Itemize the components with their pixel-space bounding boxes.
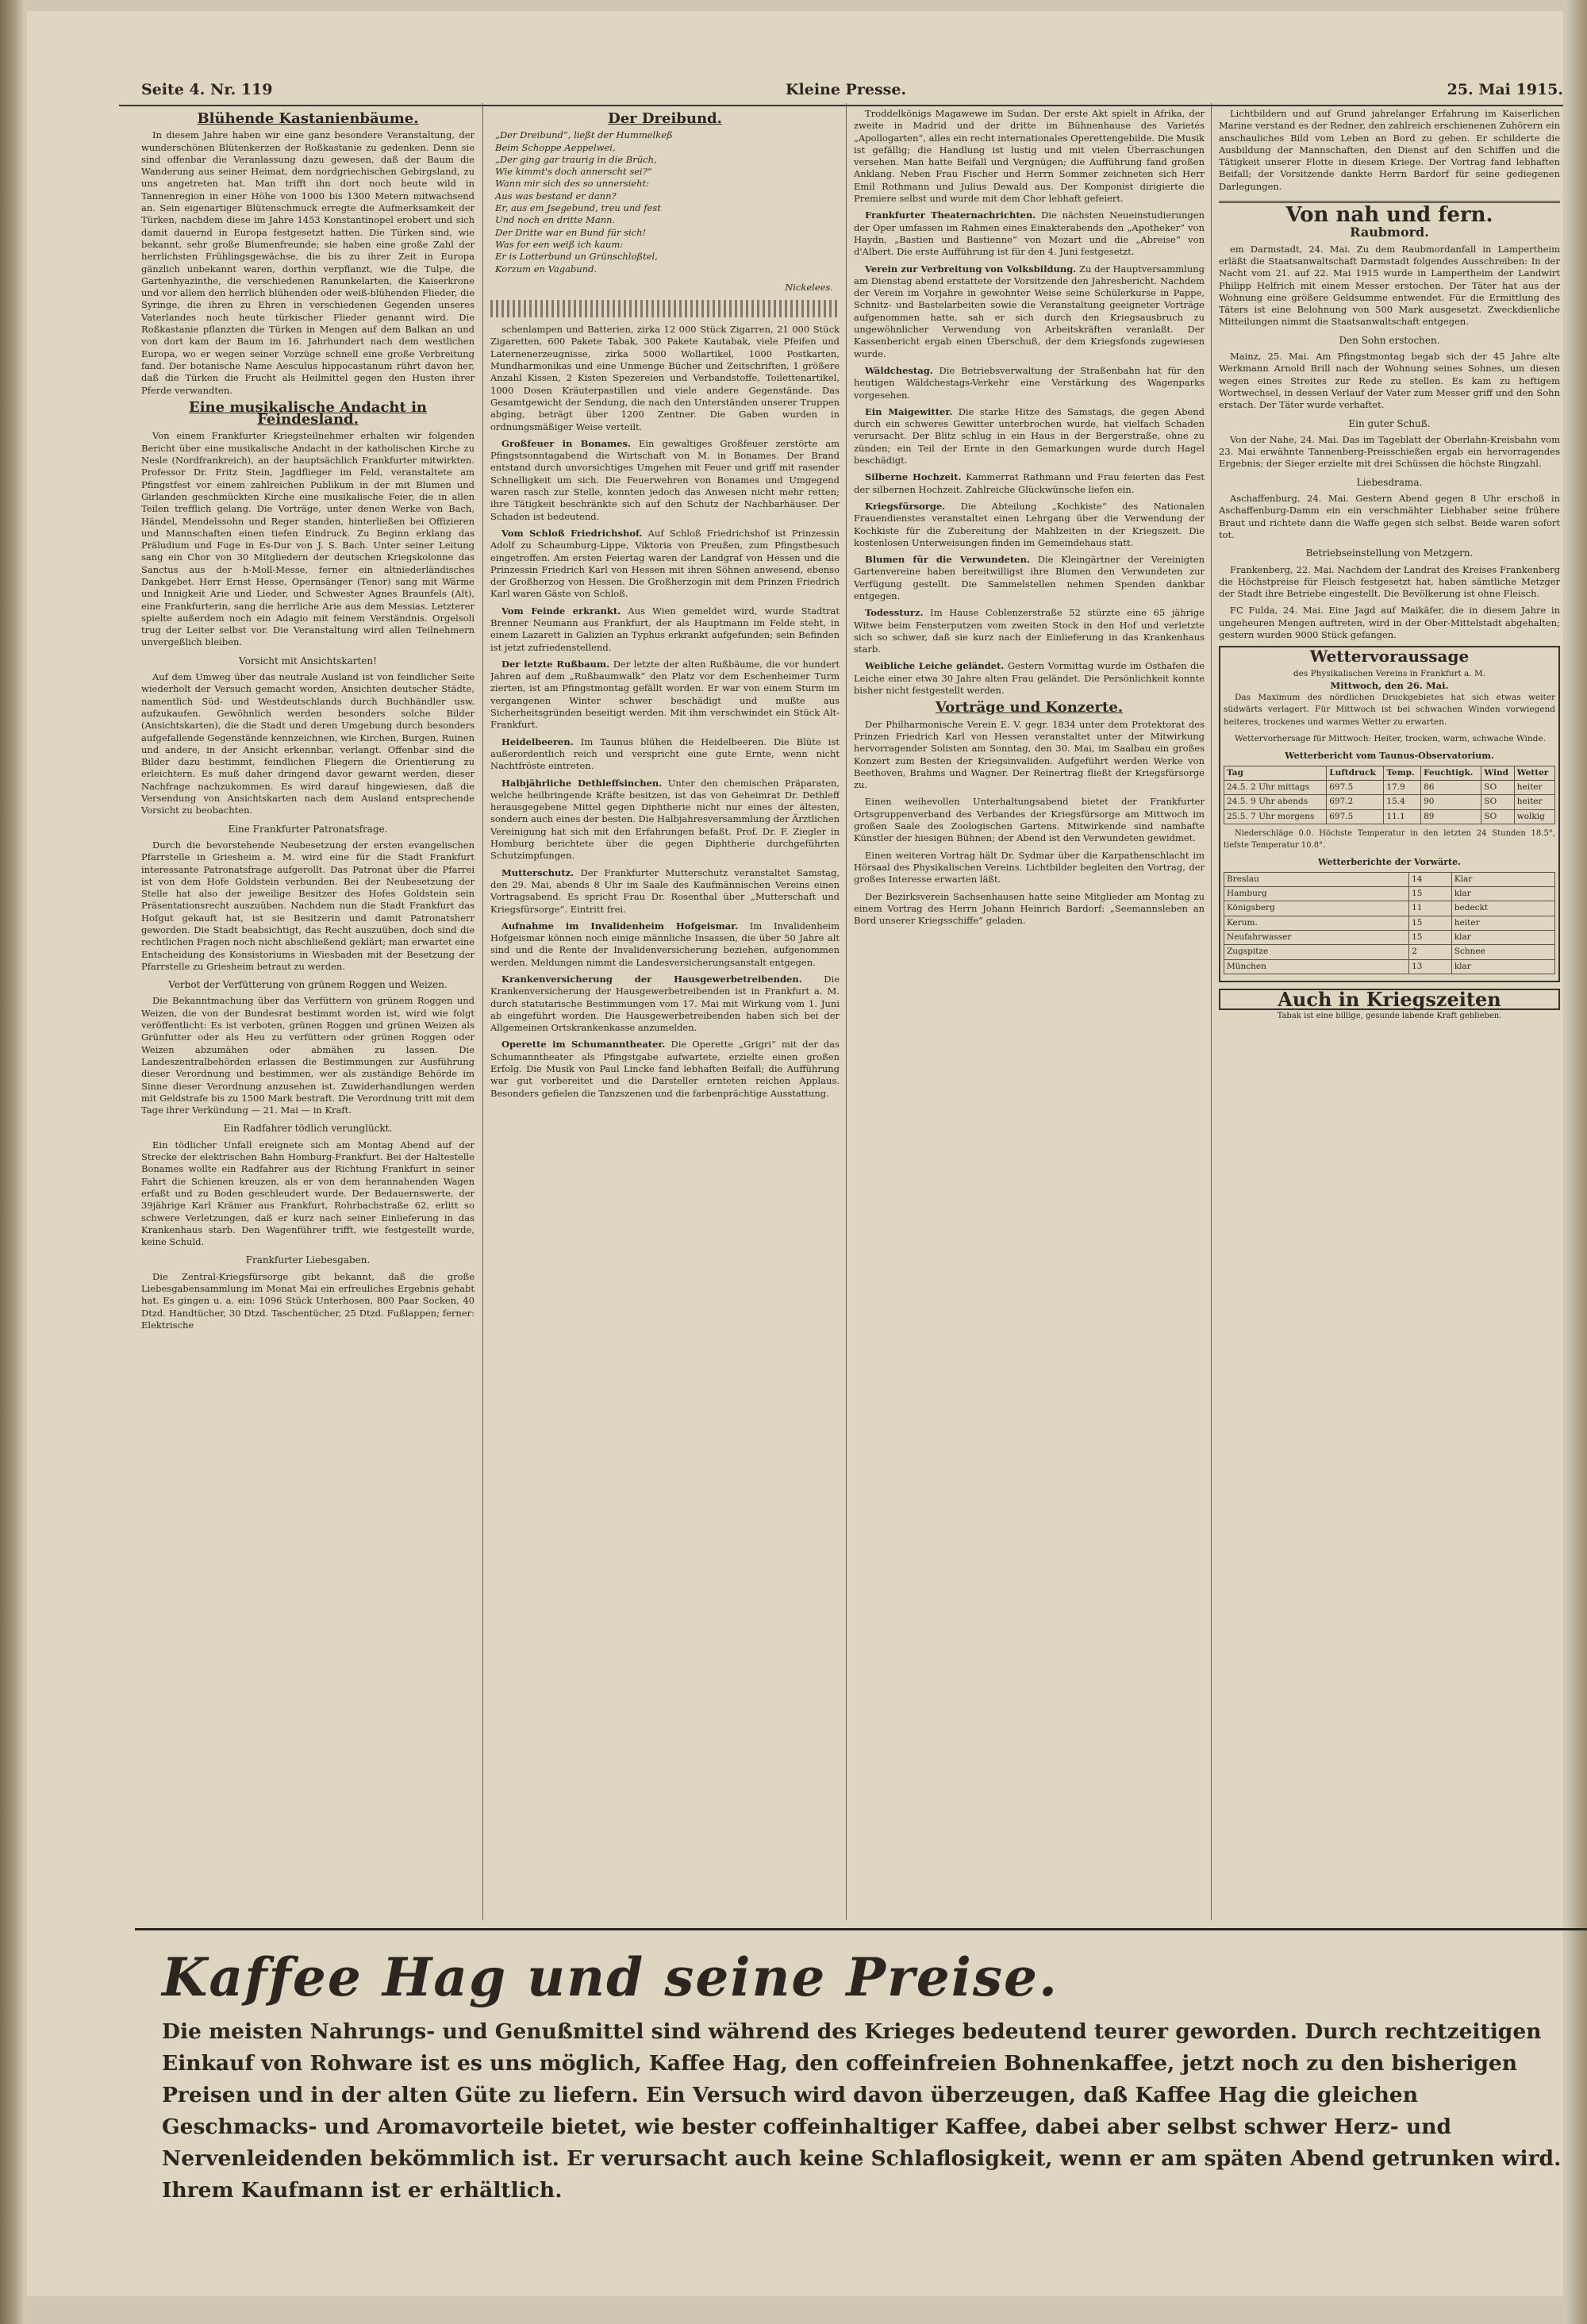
article-lead: Aufnahme im Invalidenheim Hofgeismar. <box>501 920 739 932</box>
poem-line: Beim Schoppe Aeppelwei, <box>495 141 616 153</box>
table-cell: 17.9 <box>1384 780 1421 794</box>
article-lead: Kriegsfürsorge. <box>865 500 946 512</box>
weather-table <box>1224 766 1555 824</box>
ad-body: Die meisten Nahrungs- und Genußmittel sind während des Krieges bedeutend teurer geworden. Durch rechtzeitigen Einkauf von Rohware ist es uns möglich, Kaffee Hag, den coffeinfreien Bohnenkaffee, jetzt noch zu den bisherigen Preisen und in der alten Güte zu liefern. Ein Versuch wird davon überzeugen, daß Kaffee Hag die gleichen Geschmacks- und Aromavorteile bietet, wie bester coffeinhaltiger Kaffee, dabei aber selbst schwer Herz- und Nervenleidenden bekömmlich ist. Er verursacht auch keine Schlaflosigkeit, wenn er am späten Abend getrunken wird. Ihrem Kaufmann ist er erhältlich. <box>162 2019 1562 2203</box>
table-header: Wind <box>1481 766 1514 780</box>
table-cell: wolkig <box>1514 809 1554 824</box>
article-text: Troddelkönigs Magawewe im Sudan. Der erste Akt spielt in Afrika, der zweite in Madrid und der dritte im Bühnenhause des Varietés „Apollogarten“, alles ein recht internationales Operettengebilde. Die Musik ist gefällig; die Handlung ist lustig und mit vielen Überraschungen versehen. Man hatte Beifall und Vergnügen; die Aufführung fand großen Anklang. Neben Frau Fischer und Herrn Sommer zeichneten sich Herr Emil Rothmann und Julius Dewald aus. Der Komponist dirigierte die Premiere selbst und wurde mit dem Chor lebhaft gefeiert. <box>854 108 1205 205</box>
article-text: schenlampen und Batterien, zirka 12 000 Stück Zigarren, 21 000 Stück Zigaretten, 600 Pakete Tabak, 300 Pakete Kautabak, viele Pfeifen und Laternenerzeugnisse, zirka 5000 Wollartikel, 1000 Postkarten, Mundharmonikas und eine Unmenge Bücher und Zeitschriften, 1 größere Anzahl Kissen, 2 Kisten Spezereien und Verbandstoffe, Toilettenartikel, 1000 Dosen Kräuterpastillen und viele andere Gegenstände. Das Gesamtgewicht der Sendung, die nach den Unterständen unserer Truppen abging, beträgt über 1200 Zentner. Die Gaben wurden in ordnungsmäßiger Weise verteilt. <box>490 324 840 432</box>
article-text: Einen weiteren Vortrag hält Dr. Sydmar über die Karpathenschlacht im Hörsaal des Physikalischen Vereins. Lichtbilder begleiten den Vortrag, der großes Interesse erwarten läßt. <box>854 849 1205 885</box>
cities-table <box>1224 872 1555 974</box>
article-text: Aus Wien gemeldet wird, wurde Stadtrat Brenner Neumann aus Frankfurt, der als Hauptmann im Felde steht, in einem Lazarett in Galizien an Typhus erkrankt aufgefunden; sein Befinden ist jetzt zufriedenstellend. <box>490 605 840 653</box>
article-heading: Verbot der Verfütterung von grünem Roggen und Weizen. <box>168 979 448 991</box>
table-cell: 11.1 <box>1384 809 1421 824</box>
article-text: Einen weihevollen Unterhaltungsabend bietet der Frankfurter Ortsgruppenverband des Verbandes der Kriegsfürsorge am Mittwoch im großen Saale des Zoologischen Gartens. Mitwirkende sind namhafte Künstler der hiesigen Bühnen; der Abend ist den Verwundeten gewidmet. <box>854 796 1205 844</box>
table-header-row <box>1224 766 1555 780</box>
table-cell: heiter <box>1514 795 1554 809</box>
article-lead: Vom Schloß Friedrichshof. <box>501 527 643 539</box>
article-text: Frankenberg, 22. Mai. Nachdem der Landrat des Kreises Frankenberg die Höchstpreise für Fleisch festgesetzt hat, haben sämtliche Metzger der Stadt ihre Betriebe eingestellt. Die Bevölkerung ist ohne Fleisch. <box>1219 563 1560 600</box>
column-1 <box>141 108 475 1920</box>
poem-line: Wie kimmt's doch annerscht sei?“ <box>495 166 652 178</box>
table-cell: 2 <box>1409 945 1452 959</box>
page-number: Seite 4. Nr. 119 <box>141 81 273 98</box>
article-heading: Frankfurter Liebesgaben. <box>245 1254 371 1266</box>
article-lead: Großfeuer in Bonames. <box>501 437 631 449</box>
table-cell: 15.4 <box>1384 795 1421 809</box>
table-cell: Hamburg <box>1224 887 1409 901</box>
table-cell: Königsberg <box>1224 901 1409 916</box>
article-lead: Krankenversicherung der Hausgewerbetreibenden. <box>501 974 802 985</box>
table-cell: 24.5. 2 Uhr mittags <box>1224 780 1327 794</box>
article-lead: Vom Feinde erkrankt. <box>501 605 621 617</box>
article-heading: Eine musikalische Andacht in Feindesland. <box>188 398 428 428</box>
table-cell: 14 <box>1409 872 1452 886</box>
article-heading: Raubmord. <box>1350 225 1429 240</box>
table-cell: Breslau <box>1224 872 1409 886</box>
ad-headline: Kaffee Hag und seine Preise. <box>162 1946 1059 2008</box>
poem-signature: Nickelees. <box>785 281 833 293</box>
article-text: Im Hause Coblenzerstraße 52 stürzte eine 65 jährige Witwe beim Fensterputzen vom zweiten Stock in den Hof und verletzte sich so schwer, daß sie kurz nach der Einlieferung in das Krankenhaus starb. <box>854 607 1205 655</box>
article-text: Zu der Hauptversammlung am Dienstag abend erstattete der Vorsitzende den Jahresbericht. Nachdem der Verein im Vorjahre in gewohnter Weise seine Schülerkurse in Pappe, Schnitz- und Bastelarbeiten sowie die Veranstaltung geeigneter Vorträge aufgenommen hatte, sah er sich durch den Kriegsausbruch zu ungewöhnlicher Verwendung von Arbeitskräften veranlaßt. Der Kassenbericht ergab einen Überschuß, der dem Kriegsfonds zugewiesen wurde. <box>854 263 1205 359</box>
tobacco-ad-text: Tabak ist eine billige, gesunde labende Kraft geblieben. <box>1277 1012 1502 1021</box>
article-text: Von der Nahe, 24. Mai. Das im Tageblatt der Oberlahn-Kreisbahn vom 23. Mai erwähnte Tannenberg-Preisschießen ergab ein hervorragendes Ergebnis; der Sieger erzielte mit drei Schüssen die höchste Ringzahl. <box>1219 433 1560 470</box>
section-heading: Von nah und fern. <box>1219 201 1560 221</box>
article-text: Ein tödlicher Unfall ereignete sich am Montag Abend auf der Strecke der elektrischen Bahn Homburg-Frankfurt. Bei der Haltestelle Bonames wollte ein Radfahrer aus der Richtung Frankfurt in seiner Fahrt die Schienen kreuzen, als er von dem herannahenden Wagen erfaßt und zu Boden geschleudert wurde. Der Bedauernswerte, der 39jährige Karl Krämer aus Frankfurt, Rohrbachstraße 62, erlitt so schwere Verletzungen, daß er kurz nach seiner Einlieferung in das Krankenhaus starb. Den Wagenführer trifft, wie festgestellt wurde, keine Schuld. <box>141 1139 475 1248</box>
table-header: Tag <box>1224 766 1327 780</box>
table-row <box>1224 901 1555 916</box>
table-header: Luftdruck <box>1327 766 1384 780</box>
weather-table-title: Wetterbericht vom Taunus-Observatorium. <box>1285 751 1494 762</box>
table-header: Temp. <box>1384 766 1421 780</box>
article-lead: Halbjährliche Dethleffsinchen. <box>501 777 663 789</box>
article-lead: Todessturz. <box>865 607 924 619</box>
table-cell: Zugspitze <box>1224 945 1409 959</box>
column-3 <box>854 108 1205 1920</box>
article-text: Auf Schloß Friedrichshof ist Prinzessin Adolf zu Schaumburg-Lippe, Viktoria von Preußen, zum Pfingstbesuch eingetroffen. Am ersten Feiertag waren der Landgraf von Hessen und die Prinzessin Friedrich Karl von Hessen mit ihren Söhnen anwesend, ebenso der Großherzog von Hessen. Die Großherzogin mit dem Prinzen Friedrich Karl waren Gäste von Schloß. <box>490 527 840 600</box>
article-text: Der letzte der alten Rußbäume, die vor hundert Jahren auf dem „Rußbaumwalk“ den Platz vor dem Eschenheimer Turm zierten, ist am Pfingstmontag gefällt worden. Er war von einem Sturm im vergangenen Winter schwer beschädigt und mußte aus Sicherheitsgründen beseitigt werden. Mit ihm verschwindet ein Stück Alt-Frankfurt. <box>490 658 840 731</box>
poem-line: Er is Lotterbund un Grünschloßtel, <box>495 251 658 263</box>
table-cell: heiter <box>1514 780 1554 794</box>
article-text: Lichtbildern und auf Grund jahrelanger Erfahrung im Kaiserlichen Marine verstand es der Redner, den zahlreich erschienenen Zuhörern ein anschauliches Bild vom Leben an Bord zu geben. Er schilderte die Ausbildung der Mannschaften, den Dienst auf den Schiffen und die Tätigkeit unserer Flotte in diesem Kriege. Der Vortrag fand lebhaften Beifall; der Vorsitzende dankte Herrn Bardorf für seine gediegenen Darlegungen. <box>1219 108 1560 192</box>
table-cell: 13 <box>1409 959 1452 974</box>
table-cell: heiter <box>1451 916 1554 930</box>
article-text: Die Operette „Grigri“ mit der das Schumanntheater als Pfingstgabe aufwartete, erzielte einen großen Erfolg. Die Musik von Paul Lincke fand lebhaften Beifall; die Aufführung war gut vorbereitet und die Darsteller ernteten reichen Applaus. Besonders gefielen die Tanzszenen und die farbenprächtige Ausstattung. <box>490 1039 840 1099</box>
poem-line: Was for een weiß ich kaum: <box>495 238 624 250</box>
weather-notes: Niederschläge 0.0. Höchste Temperatur in den letzten 24 Stunden 18.5°, tiefste Temperatur 10.8°. <box>1224 828 1555 851</box>
table-cell: 90 <box>1421 795 1481 809</box>
table-cell: 15 <box>1409 930 1452 944</box>
article-heading: Den Sohn erstochen. <box>1339 334 1440 346</box>
table-cell: 25.5. 7 Uhr morgens <box>1224 809 1327 824</box>
section-heading: Vorträge und Konzerte. <box>935 699 1124 716</box>
article-lead: Wäldchestag. <box>865 364 933 376</box>
poem-line: „Der ging gar traurig in die Brüch, <box>495 153 657 165</box>
article-lead: Blumen für die Verwundeten. <box>865 554 1030 566</box>
article-heading: Vorsicht mit Ansichtskarten! <box>239 655 377 666</box>
table-cell: Kerum. <box>1224 916 1409 930</box>
poem-line: Aus was bestand er dann? <box>495 190 617 202</box>
ornament-divider <box>490 300 840 317</box>
table-cell: SO <box>1481 795 1514 809</box>
article-lead: Heidelbeeren. <box>501 736 574 747</box>
table-row <box>1224 916 1555 930</box>
weather-forecast: Wettervorhersage für Mittwoch: Heiter, trocken, warm, schwache Winde. <box>1235 734 1546 744</box>
table-row <box>1224 780 1555 794</box>
table-cell: 697.2 <box>1327 795 1384 809</box>
article-lead: Der letzte Rußbaum. <box>501 658 610 670</box>
table-row <box>1224 945 1555 959</box>
article-text: Der Philharmonische Verein E. V. gegr. 1834 unter dem Protektorat des Prinzen Friedrich Karl von Hessen veranstaltet unter der Mitwirkung hervorragender Solisten am Sonntag, den 30. Mai, im Saalbau ein großes Konzert zum Besten der Kriegsinvaliden. Aufgeführt werden Werke von Beethoven, Brahms und Wagner. Der Reinertrag fließt der Kriegsfürsorge zu. <box>854 718 1205 791</box>
table-row <box>1224 809 1555 824</box>
table-cell: Neufahrwasser <box>1224 930 1409 944</box>
poem-title: Der Dreibund. <box>608 110 722 127</box>
kaffee-hag-advertisement <box>135 1928 1587 2203</box>
issue-date: 25. Mai 1915. <box>1447 81 1563 98</box>
column-2 <box>490 108 840 1920</box>
article-text: Der Bezirksverein Sachsenhausen hatte seine Mitglieder am Montag zu einem Vortrag des Herrn Johann Heinrich Bardorf: „Seemannsleben an Bord unserer Kriegsschiffe“ geladen. <box>854 890 1205 927</box>
table-cell: klar <box>1451 887 1554 901</box>
article-text: Die Zentral-Kriegsfürsorge gibt bekannt, daß die große Liebesgabensammlung im Monat Mai ein erfreuliches Ergebnis gehabt hat. Es gingen u. a. ein: 1096 Stück Unterhosen, 800 Paar Socken, 40 Dtzd. Handtücher, 30 Dtzd. Taschentücher, 25 Dtzd. Fußlappen; ferner: Elektrische <box>141 1270 475 1331</box>
page-header <box>119 78 1563 106</box>
table-cell: klar <box>1451 959 1554 974</box>
poem-line: Und noch en dritte Mann. <box>495 214 616 226</box>
table-cell: 15 <box>1409 887 1452 901</box>
poem-line: „Der Dreibund“, ließt der Hummelkeß <box>495 129 673 141</box>
article-text: Mainz, 25. Mai. Am Pfingstmontag begab sich der 45 Jahre alte Werkmann Arnold Brill nach der Wohnung seines Sohnes, um diesen wegen eines Streites zur Rede zu stellen. Es kam zu heftigem Wortwechsel, in dessen Verlauf der Vater zum Messer griff und den Sohn erstach. Der Täter wurde verhaftet. <box>1219 351 1560 411</box>
article-lead: Verein zur Verbreitung von Volksbildung. <box>865 263 1077 275</box>
table-cell: Schnee <box>1451 945 1554 959</box>
book-binding <box>0 0 24 2324</box>
article-text: Ein gewaltiges Großfeuer zerstörte am Pfingstsonntagabend die Wirtschaft von M. in Bonames. Der Brand entstand durch unvorsichtiges Umgehen mit Feuer und griff mit rasender Schnelligkeit um sich. Die Feuerwehren von Bonames und Umgegend waren rasch zur Stelle, konnten jedoch das Anwesen nicht mehr retten; ihre Tätigkeit beschränkte sich auf den Schutz der Nachbarhäuser. Der Schaden ist bedeutend. <box>490 437 840 522</box>
article-text: Im Invalidenheim Hofgeismar können noch einige männliche Insassen, die über 50 Jahre alt sind und die Rente der Invalidenversicherung beziehen, aufgenommen werden. Meldungen nimmt die Landesversicherungsanstalt entgegen. <box>490 920 840 968</box>
article-text: Durch die bevorstehende Neubesetzung der ersten evangelischen Pfarrstelle in Griesheim a. M. wird eine für die Stadt Frankfurt interessante Patronatsfrage aufgerollt. Das Patronat über die Pfarrei ist von dem Hofe Goldstein verbunden. Bei der Neubesetzung der Stelle hat also der jeweilige Besitzer des Hofes Goldstein sein Präsentationsrecht auszuüben. Nachdem nun die Stadt Frankfurt das Hofgut gekauft hat, ist sie Besitzerin und damit Patronatsherr geworden. Die Stadt beabsichtigt, das Recht auszuüben, doch sind die rechtlichen Fragen noch nicht abschließend geklärt; man erwartet eine Entscheidung des Konsistoriums in Wiesbaden mit der Besetzung der Pfarrstelle zu Griesheim betraut zu werden. <box>141 839 475 972</box>
poem-line: Korzum en Vagabund. <box>495 263 598 275</box>
poem-line: Er, aus em Jsegebund, treu und fest <box>495 202 661 214</box>
article-text: FC Fulda, 24. Mai. Eine Jagd auf Maikäfer, die in diesem Jahre in ungeheuren Mengen auftreten, wird in der Ober-Mittelstadt abgehalten; gestern wurden 9000 Stück gefangen. <box>1219 605 1560 640</box>
column-rule <box>482 103 483 1920</box>
table-cell: 15 <box>1409 916 1452 930</box>
article-text: Die Kleingärtner der Vereinigten Gartenvereine haben bereitwilligst ihre Blumen den Verwundeten zur Verfügung gestellt. Die Sammelstellen nehmen Spenden dankbar entgegen. <box>854 554 1205 601</box>
column-rule <box>1211 103 1212 1920</box>
table-cell: klar <box>1451 930 1554 944</box>
table-row <box>1224 872 1555 886</box>
article-text: Die Betriebsverwaltung der Straßenbahn hat für den heutigen Wäldchestags-Verkehr eine Verstärkung des Wagenparks vorgesehen. <box>854 364 1205 401</box>
article-text: em Darmstadt, 24. Mai. Zu dem Raubmordanfall in Lampertheim erläßt die Staatsanwaltschaft Darmstadt folgendes Ausschreiben: In der Nacht vom 21. auf 22. Mai 1915 wurde in Lampertheim der Landwirt Philipp Helfrich mit einem Messer erstochen. Der Täter hat aus der Wohnung eine größere Geldsumme entwendet. Für die Ermittlung des Täters ist eine Belohnung von 500 Mark ausgesetzt. Zweckdienliche Mitteilungen nimmt die Staatsanwaltschaft entgegen. <box>1219 243 1560 328</box>
article-text: Auf dem Umweg über das neutrale Ausland ist von feindlicher Seite wiederholt der Versuch gemacht worden, Ansichten deutscher Städte, namentlich Süd- und Westdeutschlands durch Buchhändler usw. aufzukaufen. Gewöhnlich werden besonders solche Bilder (Ansichtskarten), die die Stadt und deren Umgebung durch besonders aufgefallende Gegenstände kennzeichnen, wie Kirchen, Burgen, Ruinen und andere, in der Ansicht erkennbar, verlangt. Offenbar sind die Bilder dazu bestimmt, feindlichen Fliegern die Orientierung zu erleichtern. Es muß daher dringend davor gewarnt werden, dieser Nachfrage nachzukommen. Es wird darauf hingewiesen, daß die Versendung von Ansichtskarten nach dem Ausland entsprechende Vorsicht zu beobachten. <box>141 671 475 816</box>
article-heading: Liebesdrama. <box>1356 476 1423 488</box>
table-cell: 11 <box>1409 901 1452 916</box>
table-cell: München <box>1224 959 1409 974</box>
table-cell: 697.5 <box>1327 809 1384 824</box>
table-cell: SO <box>1481 809 1514 824</box>
weather-box <box>1219 646 1560 982</box>
column-4 <box>1219 108 1560 1920</box>
article-lead: Mutterschutz. <box>501 866 574 878</box>
weather-date: Mittwoch, den 26. Mai. <box>1330 679 1449 691</box>
article-text: Aschaffenburg, 24. Mai. Gestern Abend gegen 8 Uhr erschoß in Aschaffenburg-Damm ein ein verschmähter Liebhaber seine frühere Braut und richtete dann die Waffe gegen sich selbst. Beide waren sofort tot. <box>1219 493 1560 540</box>
article-lead: Ein Maigewitter. <box>865 405 953 417</box>
table-header: Feuchtigk. <box>1421 766 1481 780</box>
article-heading: Betriebseinstellung von Metzgern. <box>1305 547 1474 559</box>
article-lead: Weibliche Leiche geländet. <box>865 660 1005 672</box>
article-lead: Silberne Hochzeit. <box>865 471 962 483</box>
column-rule <box>846 103 847 1920</box>
table-header: Wetter <box>1514 766 1554 780</box>
article-text: Die Abteilung „Kochkiste“ des Nationalen Frauendienstes veranstaltet einen Lehrgang über die Verwendung der Kochkiste für die Zubereitung der Mahlzeiten in der Kriegszeit. Die kostenlosen Unterweisungen finden im Gemeindehaus statt. <box>854 500 1205 548</box>
weather-text: Das Maximum des nördlichen Druckgebietes hat sich etwas weiter südwärts verlagert. Für Mittwoch ist bei schwachen Winden vorwiegend heiteres, trockenes und warmes Wetter zu erwarten. <box>1224 693 1555 727</box>
article-text: Die starke Hitze des Samstags, die gegen Abend durch ein schweres Gewitter unterbrochen wurde, hat vielfach Schaden verursacht. Der Blitz schlug in ein Haus in der Bergerstraße, ohne zu zünden; ein Teil der Ernte in den Gemarkungen wurde durch Hagel beschädigt. <box>854 405 1205 467</box>
article-text: Gestern Vormittag wurde im Osthafen die Leiche einer etwa 30 Jahre alten Frau geländet. Die Persönlichkeit konnte bisher nicht festgestellt werden. <box>854 660 1205 697</box>
poem-line: Der Dritte war en Bund für sich! <box>495 226 647 238</box>
poem-line: Wann mir sich des so unnersieht: <box>495 178 649 190</box>
article-text: In diesem Jahre haben wir eine ganz besondere Veranstaltung, der wunderschönen Blütenkerzen der Roßkastanie zu gedenken. Denn sie sind offenbar die Veranlassung dazu gewesen, daß der Baum die Wanderung aus seiner Heimat, dem nordgriechischen Gebirgsland, zu uns angetreten hat. Man trifft ihn dort noch heute wild in Tannenregion in einer Höhe von 1000 bis 1300 Metern mitwachsend an. Sein eigenartiger Blütenschmuck erregte die Aufmerksamkeit der Türken, nachdem diese im Jahre 1453 Konstantinopel erobert und sich damit dauernd in Europa festgesetzt hatten. Die Türken sind, wie bekannt, sehr große Blumenfreunde; sie haben eine große Zahl der herrlichsten Frühlingsgewächse, die bis zu ihrer Zeit in Europa gänzlich unbekannt waren, dorthin verpflanzt, wie die Tulpe, die Gartenhyazinthe, die verschiedenen Ranunkelarten, die Kaiserkrone und vor allem den herrlich blühenden oder weiß-blühenden Flieder, die Syringe, die ihren zu Ehren in verschiedenen Gegenden unseres Vaterlandes noch heute türkischer Flieder genannt wird. Die Roßkastanie pflanzten die Türken in Mengen auf dem Balkan an und von dort kam der Baum im 16. Jahrhundert nach dem westlichen Europa, wo er wegen seiner Vorzüge schnell eine große Verbreitung fand. Der botanische Name Aesculus hippocastanum rührt davon her, daß die Türken die Frucht als Heilmittel gegen den Husten ihrer Pferde verwandten. <box>141 129 475 396</box>
article-lead: Frankfurter Theaternachrichten. <box>865 209 1036 221</box>
article-heading: Eine Frankfurter Patronatsfrage. <box>228 823 388 835</box>
table-row <box>1224 930 1555 944</box>
table-row <box>1224 959 1555 974</box>
tobacco-ad-title: Auch in Kriegszeiten <box>1219 989 1560 1010</box>
table-cell: SO <box>1481 780 1514 794</box>
table-cell: bedeckt <box>1451 901 1554 916</box>
article-text: Der Frankfurter Mutterschutz veranstaltet Samstag, den 29. Mai, abends 8 Uhr im Saale des Kaufmännischen Vereins einen Vortragsabend. Es spricht Frau Dr. Rosenthal über „Mutterschaft und Kriegsfürsorge“. Eintritt frei. <box>490 866 840 915</box>
cities-title: Wetterberichte der Vorwärte. <box>1318 857 1461 868</box>
article-text: Von einem Frankfurter Kriegsteilnehmer erhalten wir folgenden Bericht über eine musikalische Andacht in der katholischen Kirche zu Nesle (Nordfrankreich), an der hauptsächlich Frankfurter mitwirkten. Professor Dr. Fritz Stein, Jagdflieger im Feld, veranstaltete am Pfingstfest vor einem zahlreichen Publikum in der mit Blumen und Girlanden geschmückten Kirche eine musikalische Feier, die in allen Teilen trefflich gelang. Die Vorträge, unter denen Werke von Bach, Händel, Mendelssohn und Reger standen, hinterließen bei Offizieren und Mannschaften einen tiefen Eindruck. Zu Beginn erklang das Präludium und Fuge in Es-Dur von J. S. Bach. Unter seiner Leitung sang ein Chor von 30 Mitgliedern der deutschen Kriegskolonne das Sanctus aus der h-Moll-Messe, ferner ein altniederländisches Dankgebet. Herr Ernst Hesse, Opernsänger (Tenor) sang mit Wärme und Innigkeit Arie und Lieder, und Schwester Agnes Braunfels (Alt), eine Frankfurterin, sang die herrliche Arie aus dem Messias. Letzterer spielte außerdem noch ein Adagio mit feinem Verständnis. Orgelsoli trug der Leiter selbst vor. Die Veranstaltung wird allen Teilnehmern unvergeßlich bleiben. <box>141 430 475 648</box>
article-heading: Ein guter Schuß. <box>1348 417 1431 429</box>
article-text: Die Bekanntmachung über das Verfüttern von grünem Roggen und Weizen, die von der Bundesrat bestimmt worden ist, wird wie folgt veröffentlicht: Es ist verboten, grünen Roggen und grünen Weizen als Grünfutter oder als Heu zu verfüttern oder grünen Roggen oder Weizen abzumähen oder abmähen zu lassen. Die Landeszentralbehörden erlassen die Bestimmungen zur Ausführung dieser Verordnung und bestimmen, wer als zuständige Behörde im Sinne dieser Verordnung anzusehen ist. Zuwiderhandlungen werden mit Geldstrafe bis zu 1500 Mark bestraft. Die Verordnung tritt mit dem Tage ihrer Verkündung — 21. Mai — in Kraft. <box>141 995 475 1116</box>
article-text: Kammerrat Rathmann und Frau feierten das Fest der silbernen Hochzeit. Zahlreiche Glückwünsche liefen ein. <box>854 471 1205 495</box>
article-text: Die nächsten Neueinstudierungen der Oper umfassen im Rahmen eines Einakterabends den „Apotheker“ von Haydn, „Bastien und Bastienne“ von Mozart und die „Abreise“ von d'Albert. Die erste Aufführung ist für den 4. Juni festgesetzt. <box>854 209 1205 258</box>
table-row <box>1224 887 1555 901</box>
weather-title: Wettervoraussage <box>1309 647 1470 666</box>
article-text: Im Taunus blühen die Heidelbeeren. Die Blüte ist außerordentlich reich und verspricht eine gute Ernte, wenn nicht Nachtfröste eintreten. <box>490 736 840 772</box>
article-text: Unter den chemischen Präparaten, welche heilbringende Kräfte besitzen, ist das von Geheimrat Dr. Dethleff herausgegebene Mittel gegen Diphtherie nicht nur eines der ältesten, sondern auch eines der besten. Die Halbjahresversammlung der Ärztlichen Vereinigung hat sich mit den Erfahrungen befaßt. Prof. Dr. F. Ziegler in Homburg berichtete über die gegen Diphtherie durchgeführten Schutzimpfungen. <box>490 777 840 862</box>
table-cell: Klar <box>1451 872 1554 886</box>
weather-source: des Physikalischen Vereins in Frankfurt a. M. <box>1293 668 1486 678</box>
table-row <box>1224 795 1555 809</box>
table-cell: 697.5 <box>1327 780 1384 794</box>
article-lead: Operette im Schumanntheater. <box>501 1039 666 1051</box>
table-cell: 24.5. 9 Uhr abends <box>1224 795 1327 809</box>
article-heading: Blühende Kastanienbäume. <box>197 110 419 127</box>
table-cell: 86 <box>1421 780 1481 794</box>
table-cell: 89 <box>1421 809 1481 824</box>
article-heading: Ein Radfahrer tödlich verunglückt. <box>223 1123 393 1135</box>
masthead: Kleine Presse. <box>786 81 907 98</box>
poem <box>495 129 840 275</box>
article-text: Die Krankenversicherung der Hausgewerbetreibenden ist in Frankfurt a. M. durch statutarische Bestimmungen vom 17. Mai mit Wirkung vom 1. Juni ab eingeführt worden. Die Hausgewerbetreibenden haben sich bei der Allgemeinen Ortskrankenkasse anzumelden. <box>490 974 840 1034</box>
